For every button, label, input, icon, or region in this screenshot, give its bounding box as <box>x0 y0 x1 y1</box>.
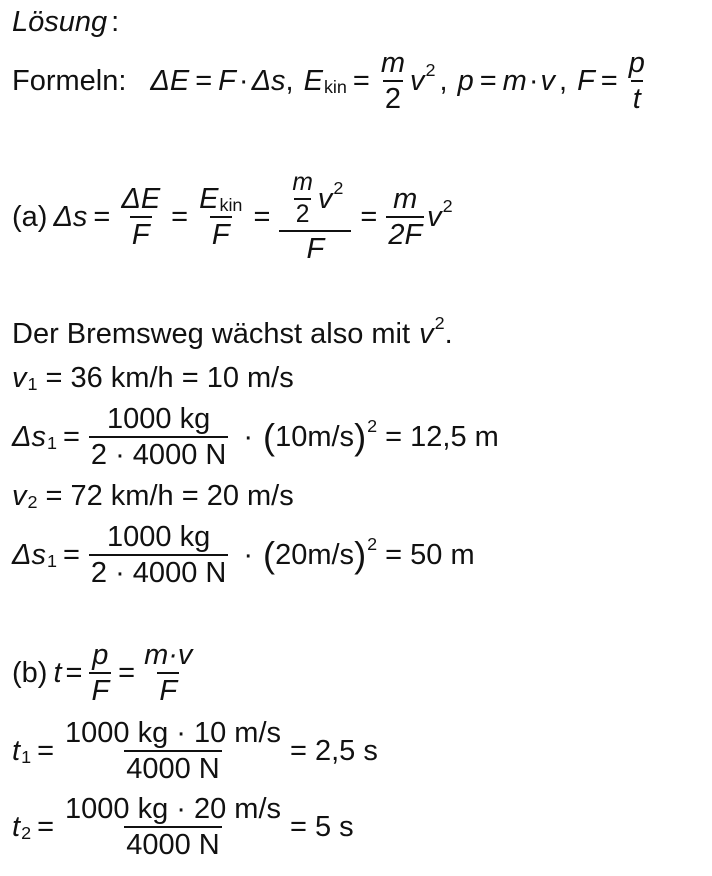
frac-denominator: 2F <box>386 216 424 250</box>
comma: , <box>559 64 568 97</box>
dot-operator: · <box>528 64 539 97</box>
t2-result: = 5 s <box>290 810 354 843</box>
frac-numerator: p <box>92 639 109 671</box>
velocity-symbol: v <box>427 200 442 233</box>
time-symbol: t <box>12 810 21 843</box>
frac-numerator: m·v <box>144 639 193 671</box>
equals-sign: = <box>352 64 370 97</box>
part-b-label: (b) <box>12 656 48 689</box>
index-subscript: 2 <box>27 492 38 513</box>
square-exponent: 2 <box>434 313 445 334</box>
frac-numerator: m <box>292 169 313 196</box>
frac-denominator: F <box>157 672 179 706</box>
square-exponent: 2 <box>367 534 378 555</box>
fraction-deltaE-over-F <box>119 184 162 251</box>
frac-denominator: F <box>210 216 232 250</box>
frac-denominator: F <box>89 672 111 706</box>
equals-sign: = <box>118 656 136 689</box>
frac-denominator: 2 <box>383 80 403 114</box>
equals-sign: = <box>360 200 378 233</box>
t1-result: = 2,5 s <box>290 734 378 767</box>
equals-sign: = <box>171 200 189 233</box>
frac-numerator: ΔE <box>121 182 161 215</box>
ds2-result: = 50 m <box>385 538 475 571</box>
velocity-symbol: v <box>419 318 434 350</box>
momentum-symbol: p <box>457 64 474 97</box>
left-paren: ( <box>263 416 276 458</box>
right-paren: ) <box>354 416 367 458</box>
square-exponent: 2 <box>333 177 344 198</box>
v2-line <box>12 480 294 513</box>
t2-line <box>12 794 354 861</box>
frac-numerator: 1000 kg · 20 m/s <box>65 793 281 825</box>
equals-sign: = <box>253 200 271 233</box>
part-b-line <box>12 640 197 707</box>
equals-sign: = <box>37 810 54 843</box>
statement-text: Der Bremsweg wächst also mit <box>12 318 411 350</box>
frac-denominator: F <box>279 230 351 264</box>
frac-numerator: 1000 kg <box>107 403 211 435</box>
fraction-m-over-2 <box>290 170 315 228</box>
dot-operator: · <box>238 64 249 97</box>
equals-sign: = <box>600 64 618 97</box>
fraction-m-over-2F <box>386 184 424 251</box>
square-exponent: 2 <box>425 60 436 81</box>
heading-text: Lösung <box>12 6 108 38</box>
velocity-symbol: v <box>540 64 556 97</box>
left-paren: ( <box>263 534 276 576</box>
frac-numerator <box>197 184 244 216</box>
fraction-Ekin-over-F <box>197 184 244 251</box>
dot-operator: · <box>243 420 253 453</box>
frac-numerator <box>285 170 345 230</box>
frac-denominator: 2 <box>294 198 312 228</box>
force-symbol: F <box>577 64 595 97</box>
frac-numerator: 1000 kg · 10 m/s <box>65 717 281 749</box>
time-symbol: t <box>53 656 62 689</box>
fraction-p-over-t <box>627 48 647 115</box>
ds2-line <box>12 522 475 589</box>
v2-expression: = 72 km/h = 20 m/s <box>45 480 294 512</box>
frac-denominator: 4000 N <box>124 750 222 784</box>
t1-line <box>12 718 378 785</box>
comma: , <box>439 64 448 97</box>
equals-sign: = <box>37 734 54 767</box>
frac-denominator: 2 · 4000 N <box>89 436 228 470</box>
velocity-symbol: v <box>317 182 333 215</box>
equals-sign: = <box>65 656 83 689</box>
equals-sign: = <box>479 64 497 97</box>
velocity-symbol: v <box>410 64 425 97</box>
square-exponent: 2 <box>442 195 453 216</box>
equals-sign: = <box>62 420 80 453</box>
velocity-symbol: v <box>12 362 27 394</box>
frac-numerator: 1000 kg <box>107 521 211 553</box>
solution-heading <box>12 6 119 39</box>
index-subscript: 1 <box>46 433 57 454</box>
v1-expression: = 36 km/h = 10 m/s <box>45 362 294 394</box>
frac-numerator: m <box>393 182 418 215</box>
statement-line <box>12 313 453 351</box>
delta-s: Δs <box>53 200 88 233</box>
frac-numerator: m <box>380 47 406 79</box>
part-a-label: (a) <box>12 200 48 233</box>
period: . <box>444 318 453 350</box>
index-subscript: 2 <box>21 823 32 844</box>
part-a-line <box>12 170 453 264</box>
compound-fraction <box>279 170 351 264</box>
formulas-line <box>12 48 650 115</box>
fraction-p-over-F <box>89 640 111 707</box>
formulas-label: Formeln: <box>12 64 127 97</box>
right-paren: ) <box>354 534 367 576</box>
equals-sign: = <box>93 200 111 233</box>
equals-sign: = <box>195 64 213 97</box>
v1-line <box>12 362 294 395</box>
fraction-mass-over-force <box>89 522 228 589</box>
paren-value: 10m/s <box>275 420 355 453</box>
energy-symbol: E <box>199 182 219 215</box>
delta-s: Δs <box>251 64 286 97</box>
paren-value: 20m/s <box>275 538 355 571</box>
velocity-symbol: v <box>12 480 27 512</box>
frac-denominator: 4000 N <box>124 826 222 860</box>
force-symbol: F <box>218 64 236 97</box>
fraction-momentum-over-force <box>63 794 283 861</box>
equals-sign: = <box>62 538 80 571</box>
fraction-mv-over-F <box>142 640 194 707</box>
index-subscript: 1 <box>27 374 38 395</box>
delta-e: ΔE <box>150 64 190 97</box>
comma: , <box>285 64 294 97</box>
delta-s: Δs <box>12 420 46 453</box>
index-subscript: 1 <box>21 747 32 768</box>
frac-denominator: F <box>130 216 152 250</box>
frac-numerator: p <box>628 47 645 79</box>
energy-symbol: E <box>303 64 323 97</box>
ds1-line <box>12 404 499 471</box>
index-subscript: 1 <box>46 551 57 572</box>
kin-subscript: kin <box>219 194 243 215</box>
frac-denominator: t <box>631 80 643 114</box>
frac-denominator: 2 · 4000 N <box>89 554 228 588</box>
fraction-momentum-over-force <box>63 718 283 785</box>
heading-colon: : <box>111 6 120 38</box>
time-symbol: t <box>12 734 21 767</box>
fraction-mass-over-force <box>89 404 228 471</box>
ds1-result: = 12,5 m <box>385 420 499 453</box>
kin-subscript: kin <box>323 77 347 98</box>
square-exponent: 2 <box>367 416 378 437</box>
delta-s: Δs <box>12 538 46 571</box>
dot-operator: · <box>243 538 253 571</box>
mass-symbol: m <box>502 64 527 97</box>
fraction-m-over-2 <box>379 48 407 115</box>
